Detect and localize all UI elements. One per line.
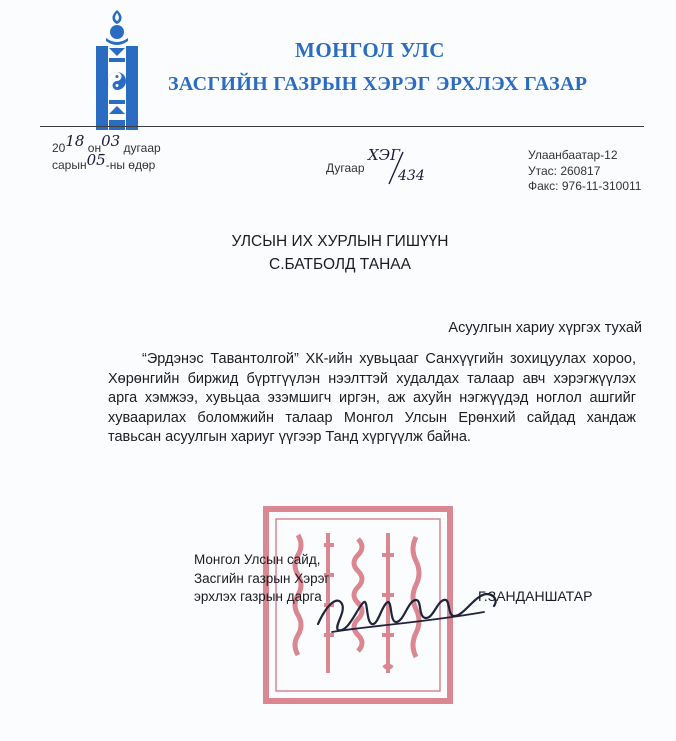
date-day-prefix: сарын [52,158,87,172]
contact-phone: Утас: 260817 [528,163,601,178]
organization-line-2: ЗАСГИЙН ГАЗРЫН ХЭРЭГ ЭРХЛЭХ ГАЗАР [168,73,588,95]
date-month-prefix: он [87,141,102,155]
letter-body-text: “Эрдэнэс Тавантолгой” ХК-ийн хувьцааг Санхүүгийн зохицуулах хороо, Хөрөнгийн биржид бүртгүүлэн нээлттэй худалдах талаар авч хэрэгжүүлэх арга хэмжээ, хувьцаа эзэмшигч иргэн, аж ахуйн нэгжүүдэд ноглол ашгийг хуваарилах боломжийн талаар Монгол Улсын Ерөнхий сайдад хандаж тавьсан асуулгын хариуг үүгээр Танд хүргүүлж байна. [108,351,636,445]
date-year-handwritten: 18 [65,132,85,150]
header-divider [40,126,644,127]
document-number-label: Дугаар [326,161,365,175]
addressee-block [140,230,540,276]
addressee-title: УЛСЫН ИХ ХУРЛЫН ГИШҮҮН [231,233,449,250]
signatory-title-line-3: эрхлэх газрын дарга [194,589,322,604]
signatory-title-line-1: Монгол Улсын сайд, [194,552,321,567]
addressee-name: С.БАТБОЛД ТАНАА [269,256,411,273]
soyombo-emblem-icon [88,8,146,132]
document-number-handwritten-top: ХЭГ [368,146,401,164]
signatory-title-line-2: Засгийн газрын Хэрэг [194,570,330,586]
contact-block [528,148,641,195]
letter-body [108,350,636,448]
date-month-handwritten: 03 [101,132,121,150]
signatory-title-block [194,551,329,607]
date-line-year-month [52,132,161,156]
organization-line-1: МОНГОЛ УЛС [295,38,445,62]
date-year-prefix: 20 [52,141,66,155]
letter-subject: Асуулгын хариу хүргэх тухай [448,320,642,336]
date-month-suffix: дугаар [123,141,161,155]
signatory-name: Г.ЗАНДАНШАТАР [478,588,593,604]
date-line-day [52,151,156,173]
document-number-handwritten-bottom: 434 [398,168,425,184]
date-day-handwritten: 05 [86,151,106,169]
contact-city: Улаанбаатар-12 [528,148,618,162]
date-day-suffix: -ны өдөр [105,158,156,172]
contact-fax: Факс: 976-11-310011 [528,179,642,193]
